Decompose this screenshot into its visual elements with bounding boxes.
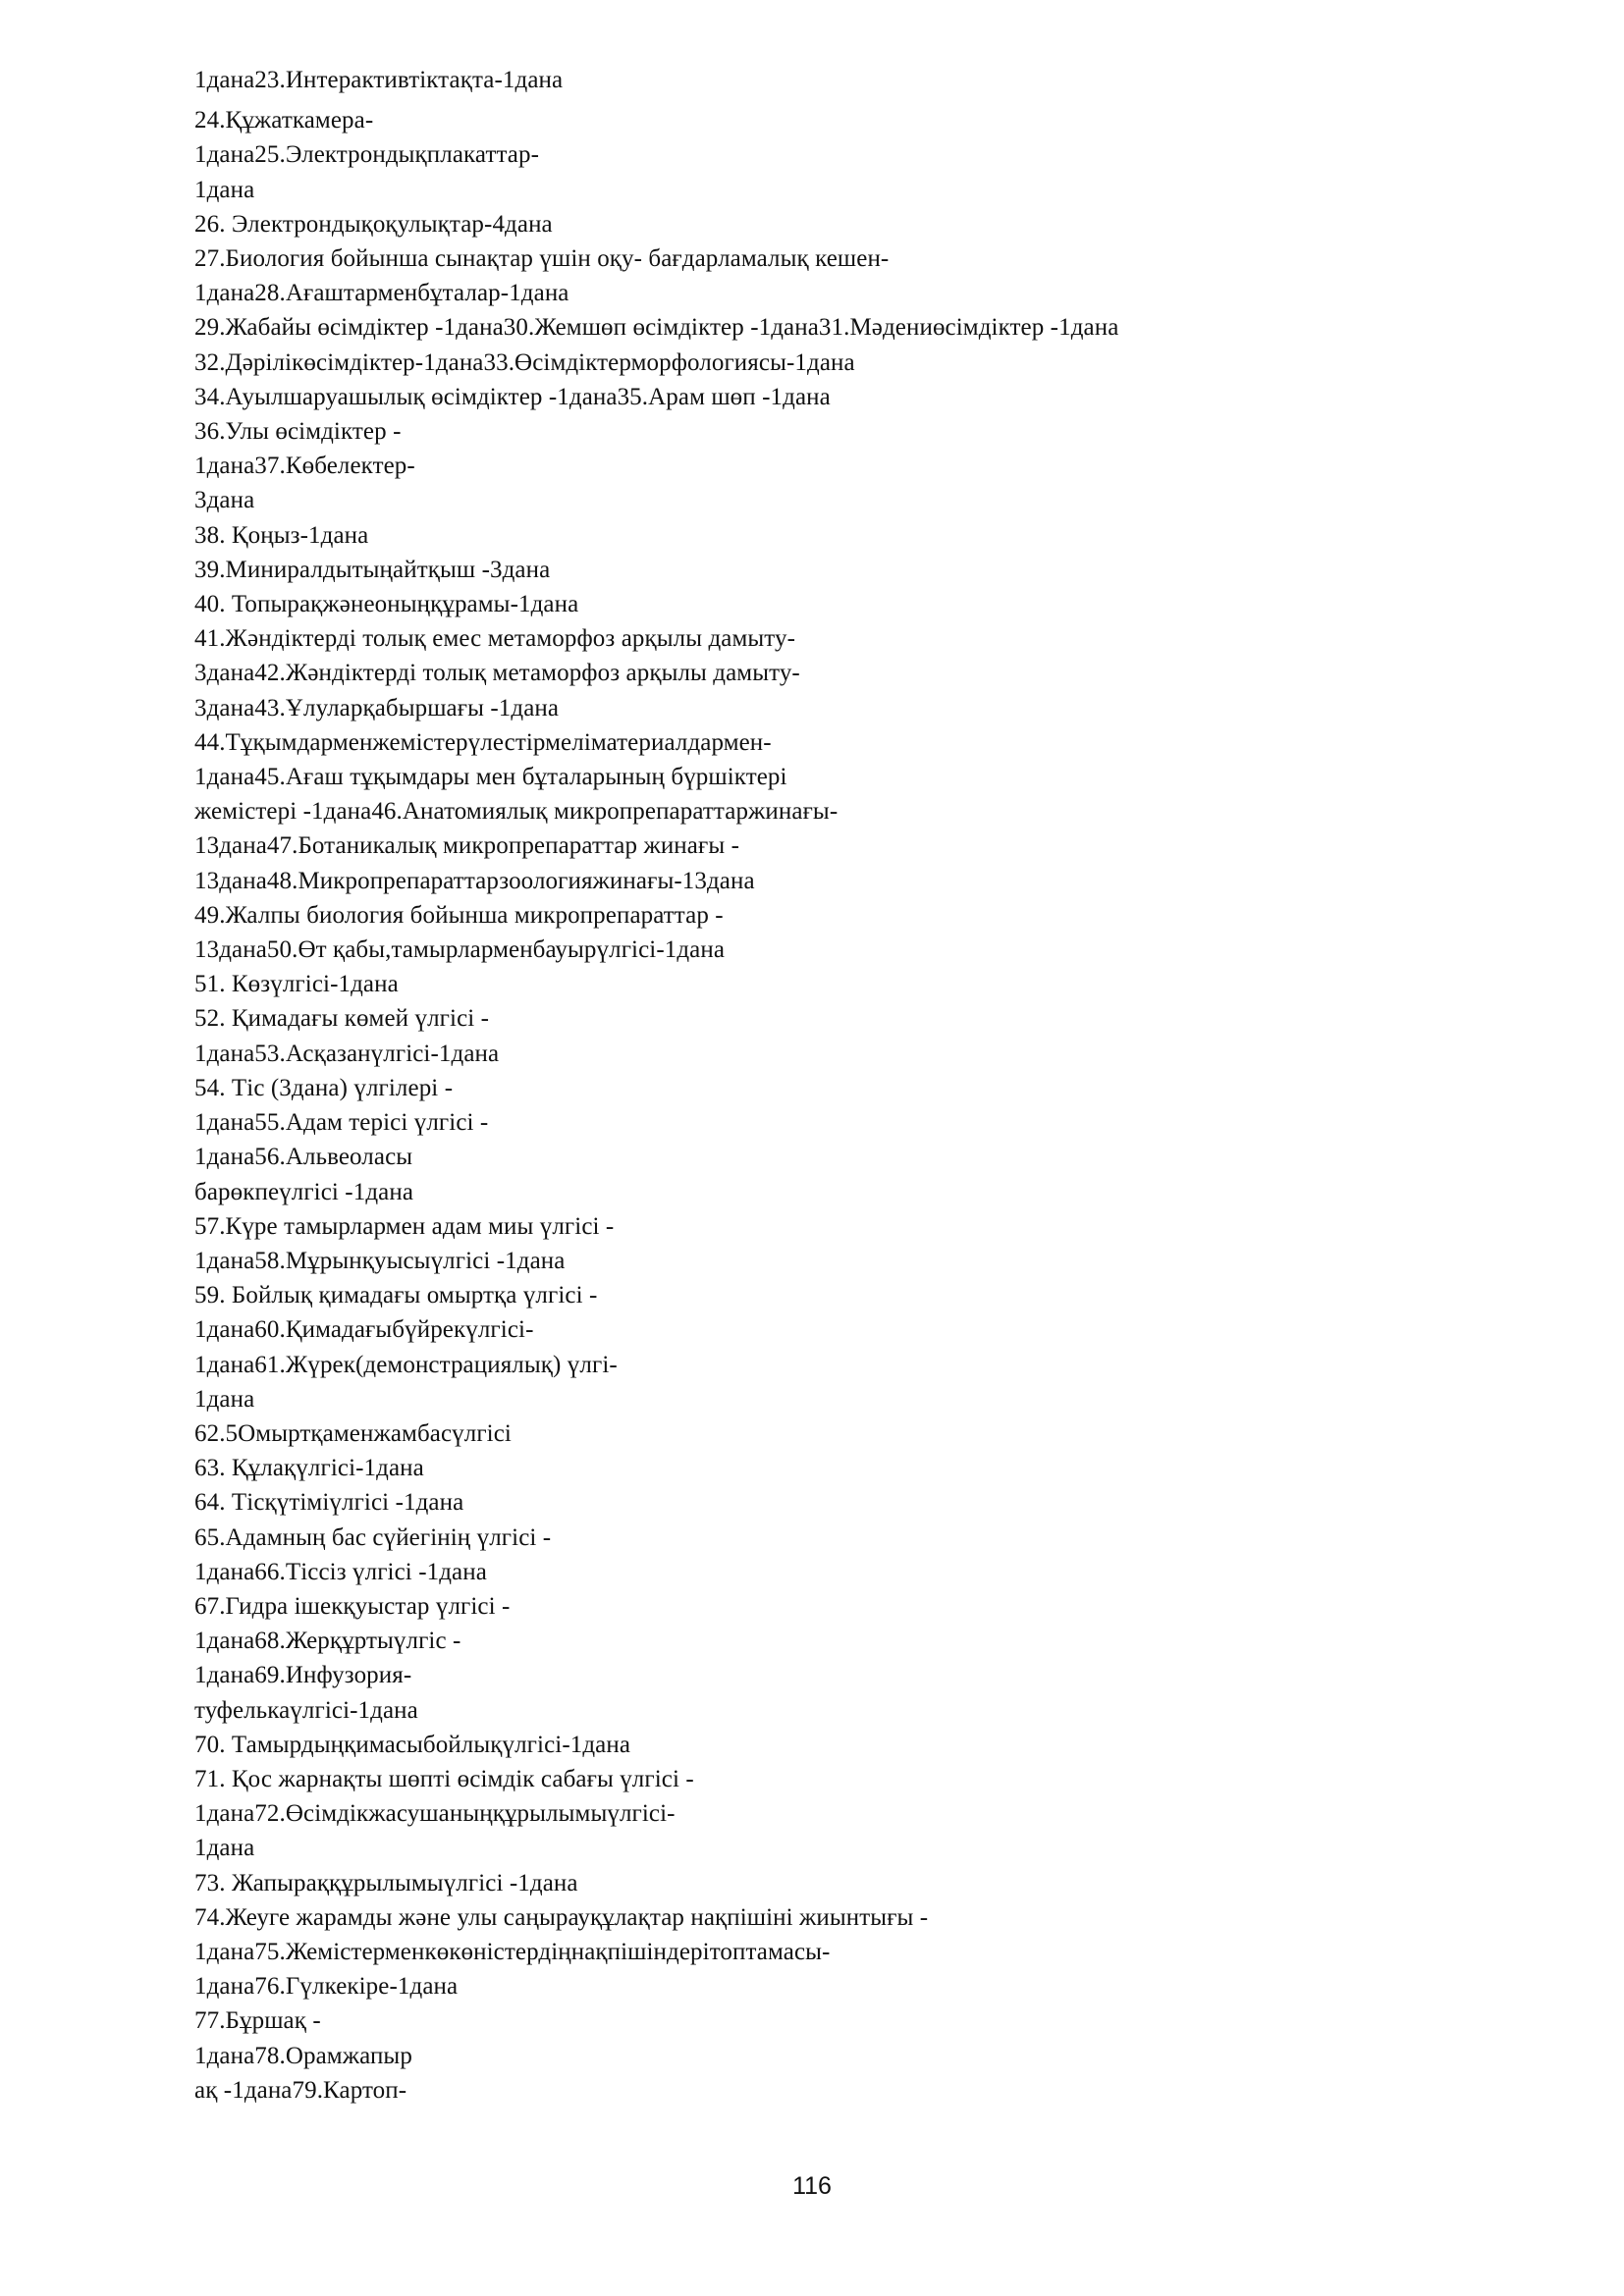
text-line: 49.Жалпы биология бойынша микропрепараттар - [194, 901, 724, 929]
text-line: 54. Тіс (3дана) үлгілері - [194, 1074, 454, 1101]
text-line: 1дана69.Инфузория- [194, 1662, 412, 1689]
text-line: 41.Жәндіктерді толық емес метаморфоз арқылы дамыту- [194, 625, 796, 653]
text-line: 24.Құжаткамера- [194, 107, 374, 134]
text-line: 1дана78.Орамжапыр [194, 2042, 412, 2069]
text-line: 1дана56.Альвеоласы [194, 1144, 413, 1171]
text-line: 1дана75.Жемістерменкөкөністердіңнақпішіндерітоптамасы- [194, 1938, 831, 1965]
text-line: туфелькаүлгісі-1дана [194, 1696, 418, 1724]
text-line: 1дана68.Жерқұртыүлгіс - [194, 1628, 461, 1655]
text-line: 44.Тұқымдарменжемістерүлестірмеліматериалдармен- [194, 728, 772, 756]
text-line: 36.Улы өсімдіктер - [194, 418, 402, 446]
text-line: 74.Жеуге жарамды және улы саңырауқұлақтар нақпішіні жиынтығы - [194, 1903, 929, 1931]
text-line: 40. Топырақжәнеоныңқұрамы-1дана [194, 591, 579, 618]
text-line: 1дана61.Жүрек(демонстрациялық) үлгі- [194, 1351, 618, 1378]
text-line: 59. Бойлық қимадағы омыртқа үлгісі - [194, 1282, 598, 1309]
text-line: 1дана23.Интерактивтіктақта-1дана [194, 67, 564, 93]
text-line: 1дана [194, 176, 255, 203]
text-line: 67.Гидра ішекқуыстар үлгісі - [194, 1592, 511, 1620]
text-line: 38. Қоңыз-1дана [194, 521, 369, 549]
text-line: 62.5Омыртқаменжамбасүлгісі [194, 1419, 512, 1447]
text-line: 1дана37.Көбелектер- [194, 453, 415, 480]
text-line: 1дана55.Адам терісі үлгісі - [194, 1109, 489, 1137]
text-line: 1дана [194, 1385, 255, 1413]
text-line: ақ -1дана79.Картоп- [194, 2076, 407, 2104]
text-line: барөкпеүлгісі -1дана [194, 1178, 414, 1205]
text-line: 3дана [194, 487, 255, 514]
text-line: 1дана66.Тіссіз үлгісі -1дана [194, 1558, 487, 1585]
text-line: 64. Тісқүтіміүлгісі -1дана [194, 1489, 464, 1517]
text-line: 70. Тамырдыңқимасыбойлықүлгісі-1дана [194, 1731, 631, 1758]
text-line: 3дана42.Жәндіктерді толық метаморфоз арқылы дамыту- [194, 660, 800, 687]
text-line: 26. Электрондықоқулықтар-4дана [194, 210, 553, 238]
text-line: 39.Миниралдытыңайтқыш -3дана [194, 556, 551, 583]
text-line: 77.Бұршақ - [194, 2007, 321, 2035]
text-line: 1дана25.Электрондықплакаттар- [194, 141, 540, 169]
text-lines [194, 63, 1549, 2108]
text-line: 32.Дәрілікөсімдіктер-1дана33.Өсімдіктерморфологиясы-1дана [194, 348, 855, 376]
text-line: 57.Күре тамырлармен адам миы үлгісі - [194, 1212, 615, 1240]
text-line: 3дана43.Ұлуларқабыршағы -1дана [194, 694, 560, 721]
text-line: 1дана72.Өсімдікжасушаныңқұрылымыүлгісі- [194, 1800, 676, 1828]
text-line: 65.Адамның бас сүйегінің үлгісі - [194, 1523, 552, 1551]
text-line: 1дана58.Мұрынқуысыүлгісі -1дана [194, 1247, 566, 1274]
text-line: 1дана76.Гүлкекіре-1дана [194, 1973, 459, 2001]
text-line: 1дана [194, 1835, 255, 1862]
text-line: жемістері -1дана46.Анатомиялық микропрепараттаржинағы- [194, 798, 839, 826]
text-line: 1дана45.Ағаш тұқымдары мен бұталарының бүршіктері [194, 764, 787, 791]
text-line: 27.Биология бойынша сынақтар үшін оқу- бағдарламалық кешен- [194, 245, 890, 273]
text-line: 29.Жабайы өсімдіктер -1дана30.Жемшөп өсімдіктер -1дана31.Мәдениөсімдіктер -1дана [194, 314, 1119, 342]
text-line: 51. Көзүлгісі-1дана [194, 971, 399, 998]
text-line: 71. Қос жарнақты шөпті өсімдік сабағы үлгісі - [194, 1765, 694, 1792]
text-line: 13дана50.Өт қабы,тамырларменбауырүлгісі-1дана [194, 936, 726, 964]
text-line: 1дана28.Ағаштарменбұталар-1дана [194, 280, 569, 307]
text-line: 1дана60.Қимадағыбүйрекүлгісі- [194, 1316, 534, 1344]
text-line: 13дана48.Микропрепараттарзоологияжинағы-13дана [194, 867, 755, 894]
text-line: 63. Құлақүлгісі-1дана [194, 1455, 424, 1482]
text-line: 34.Ауылшаруашылық өсімдіктер -1дана35.Арам шөп -1дана [194, 383, 831, 410]
text-line: 73. Жапыраққұрылымыүлгісі -1дана [194, 1869, 578, 1896]
page-number: 116 [792, 2172, 832, 2200]
text-line: 13дана47.Ботаникалық микропрепараттар жинағы - [194, 832, 740, 860]
text-line: 52. Қимадағы көмей үлгісі - [194, 1005, 490, 1033]
text-line: 1дана53.Асқазанүлгісі-1дана [194, 1040, 500, 1067]
